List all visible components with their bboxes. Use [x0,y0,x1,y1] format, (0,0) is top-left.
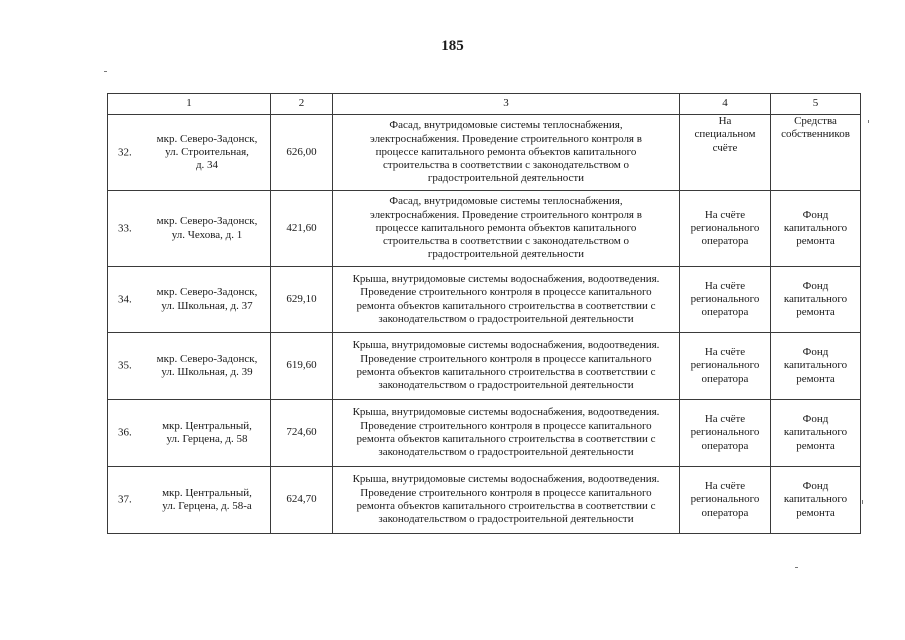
work-line: Крыша, внутридомовые системы водоснабжения, водоотведения. [352,339,660,352]
work-description-cell [333,333,680,400]
table-row [108,333,861,400]
work-description-cell [333,400,680,467]
work-line: градостроительной деятельности [427,248,585,261]
header-cell-2: 2 [271,94,333,115]
work-line: ремонта объектов капитального строительства в соответствии с [356,433,656,445]
work-line: Проведение строительного контроля в процессе капитального [360,419,652,432]
address-text [110,133,268,173]
work-description-cell [333,467,680,534]
address-line: мкр. Северо-Задонск, [156,352,258,365]
work-line: законодательством о градостроительной деятельности [378,513,634,526]
fund-line: Фонд [802,279,829,292]
row-number: 36. [118,426,132,439]
work-line: процессе капитального ремонта объектов капитального [375,221,637,234]
account-cell [680,400,771,467]
row-number: 37. [118,493,132,506]
area-cell: 624,70 [271,467,333,534]
account-line: На счёте [704,279,746,292]
fund-source-cell [771,191,861,267]
header-cell-3: 3 [333,94,680,115]
account-line: На счёте [704,413,746,426]
work-line: Крыша, внутридомовые системы водоснабжения, водоотведения. [352,272,660,285]
work-line: Крыша, внутридомовые системы водоснабжения, водоотведения. [352,473,660,486]
work-line: Фасад, внутридомовые системы теплоснабжения, [389,119,623,132]
address-line: ул. Школьная, д. 39 [161,366,253,378]
work-line: Проведение строительного контроля в процессе капитального [360,486,652,499]
address-cell [108,467,271,534]
account-cell [680,467,771,534]
fund-source-cell [771,400,861,467]
account-line: оператора [701,306,749,319]
account-line: регионального [690,493,760,506]
work-line: законодательством о градостроительной деятельности [378,312,634,325]
fund-line: собственников [781,128,850,141]
work-line: законодательством о градостроительной деятельности [378,379,634,392]
address-line: мкр. Центральный, [162,486,252,499]
fund-source-cell [771,467,861,534]
fund-line: ремонта [796,506,835,519]
fund-source-cell [771,267,861,333]
fund-line: Фонд [802,413,829,426]
work-description-cell [333,115,680,191]
scan-mark [868,120,869,123]
account-cell [680,191,771,267]
work-line: Проведение строительного контроля в процессе капитального [360,352,652,365]
address-line: ул. Герцена, д. 58-а [162,500,252,512]
account-line: оператора [701,235,749,248]
fund-source-cell [771,115,861,191]
work-line: строительства в соответствии с законодательством о [382,159,630,172]
account-line: регионального [690,359,760,372]
table-row [108,115,861,191]
area-cell: 626,00 [271,115,333,191]
table-header-row [108,94,861,115]
work-line: Крыша, внутридомовые системы водоснабжения, водоотведения. [352,406,660,419]
fund-line: Фонд [802,346,829,359]
scan-mark [795,567,798,568]
fund-line: капитального [783,426,848,439]
repair-plan-table [107,93,861,534]
account-line: оператора [701,372,749,385]
account-line: регионального [690,426,760,439]
fund-line: Фонд [802,208,829,221]
address-cell [108,400,271,467]
work-line: Проведение строительного контроля в процессе капитального [360,286,652,299]
work-line: Фасад, внутридомовые системы теплоснабжения, [389,195,623,208]
row-number: 33. [118,221,132,234]
address-line: мкр. Центральный, [162,419,252,432]
table-row [108,267,861,333]
row-number: 34. [118,292,132,305]
header-cell-1: 1 [108,94,271,115]
address-text [110,215,268,242]
fund-line: ремонта [796,372,835,385]
fund-line: ремонта [796,306,835,319]
area-cell: 629,10 [271,267,333,333]
address-line: мкр. Северо-Задонск, [156,215,258,228]
account-line: На счёте [704,208,746,221]
work-line: законодательством о градостроительной деятельности [378,446,634,459]
table-row [108,191,861,267]
scan-mark [862,500,863,504]
address-cell [108,267,271,333]
address-text [110,487,268,514]
page-number: 185 [441,38,464,54]
address-text [110,353,268,380]
account-line: счёте [712,141,738,154]
work-line: электроснабжения. Проведение строительного контроля в [370,132,642,145]
account-cell [680,333,771,400]
fund-line: ремонта [796,439,835,452]
address-cell [108,333,271,400]
work-description-cell [333,267,680,333]
address-line: ул. Чехова, д. 1 [171,228,243,241]
work-line: градостроительной деятельности [427,172,585,185]
fund-line: капитального [783,493,848,506]
area-cell: 421,60 [271,191,333,267]
account-line: На счёте [704,480,746,493]
area-cell: 724,60 [271,400,333,467]
account-line: На счёте [704,346,746,359]
address-line: д. 34 [195,159,219,172]
row-number: 32. [118,145,132,158]
scan-mark [104,71,107,72]
fund-line: капитального [783,292,848,305]
work-line: процессе капитального ремонта объектов капитального [375,145,637,158]
address-line: ул. Школьная, д. 37 [161,299,253,312]
fund-line: Средства [794,115,837,127]
work-line: ремонта объектов капитального строительства в соответствии с [356,366,656,378]
work-line: электроснабжения. Проведение строительного контроля в [370,208,642,221]
address-text [110,420,268,447]
row-number: 35. [118,359,132,372]
header-cell-5: 5 [771,94,861,115]
header-cell-4: 4 [680,94,771,115]
account-line: оператора [701,506,749,519]
address-line: ул. Герцена, д. 58 [166,433,248,445]
account-cell [680,115,771,191]
area-cell: 619,60 [271,333,333,400]
work-line: ремонта объектов капитального строительства в соответствии с [356,299,656,312]
table-row [108,400,861,467]
account-line: оператора [701,439,749,452]
work-description-cell [333,191,680,267]
address-line: ул. Строительная, [165,145,249,158]
address-text [110,286,268,313]
table-row [108,467,861,534]
account-line: регионального [690,292,760,305]
address-cell [108,191,271,267]
address-line: мкр. Северо-Задонск, [156,132,258,145]
work-line: ремонта объектов капитального строительства в соответствии с [356,500,656,512]
fund-line: капитального [783,221,848,234]
fund-line: капитального [783,359,848,372]
work-line: строительства в соответствии с законодательством о [382,235,630,248]
fund-line: Фонд [802,480,829,493]
address-cell [108,115,271,191]
account-cell [680,267,771,333]
account-line: регионального [690,221,760,234]
address-line: мкр. Северо-Задонск, [156,286,258,299]
account-line: На [718,115,732,127]
account-line: специальном [694,128,756,141]
fund-line: ремонта [796,235,835,248]
fund-source-cell [771,333,861,400]
